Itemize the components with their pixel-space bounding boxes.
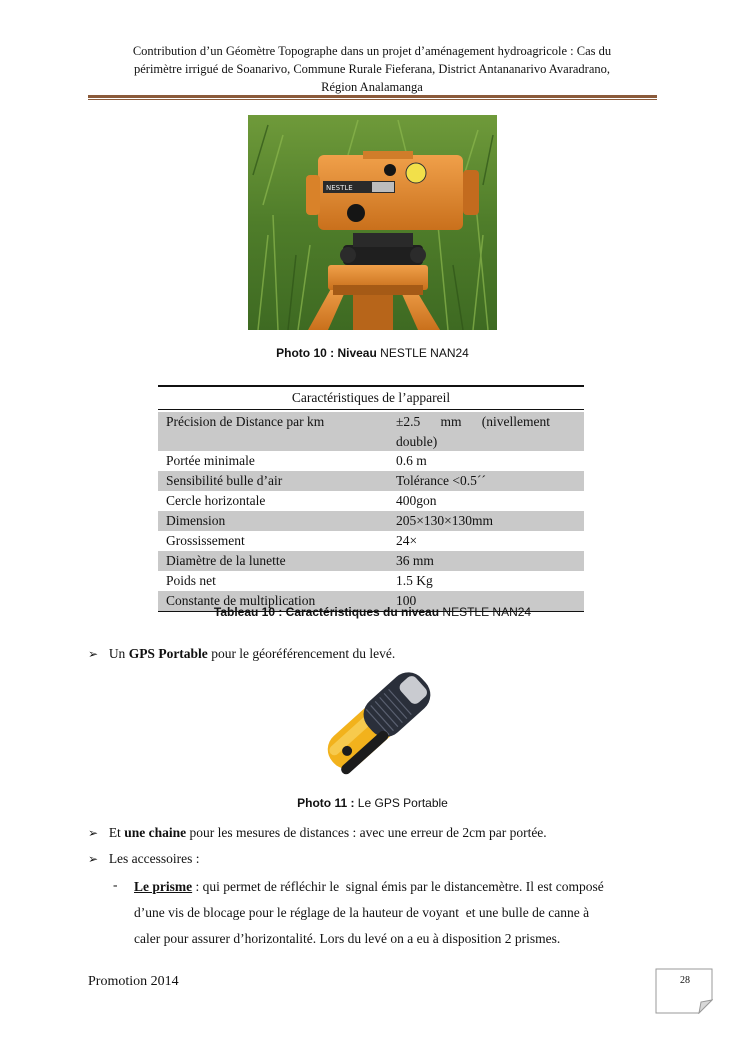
bullet-gps-bold: GPS Portable (128, 646, 208, 661)
table-row (158, 531, 584, 551)
prisme-term: Le prisme (134, 879, 193, 894)
photo-11-caption (0, 796, 745, 810)
table-header: Caractéristiques de l’appareil (291, 390, 451, 405)
photo-10-caption-rest: NESTLE NAN24 (376, 346, 469, 360)
table-row (158, 471, 584, 491)
table-cell-label: Cercle horizontale (166, 493, 266, 508)
bullet-accessoires-text: Les accessoires : (108, 851, 200, 866)
table-cell-value: 100 (396, 593, 417, 608)
table-cell-label: Sensibilité bulle d’air (166, 473, 283, 488)
table-top-rule (158, 385, 584, 387)
table-cell-label: Diamètre de la lunette (166, 553, 286, 568)
photo-11-caption-bold: Photo 11 : (297, 796, 355, 810)
header-divider (88, 95, 657, 98)
table-10-caption-rest: NESTLE NAN24 (439, 605, 532, 619)
prisme-dash: - (113, 877, 118, 892)
bullet-chaine-prefix: Et (108, 825, 125, 840)
table-cell-label: Portée minimale (166, 453, 255, 468)
table-row (158, 451, 584, 471)
page-number: 28 (680, 975, 690, 986)
table-row (158, 511, 584, 531)
bullet-gps-prefix: Un (108, 646, 129, 661)
bullet-gps-rest: pour le géoréférencement du levé. (207, 646, 396, 661)
table-cell-value: 0.6 m (396, 453, 427, 468)
table-10-caption-bold: Tableau 10 : Caractéristiques du niveau (213, 605, 440, 619)
bullet-chaine (88, 822, 688, 844)
table-cell-label: Précision de Distance par km (166, 414, 325, 429)
arrow-bullet-icon: ➢ (88, 826, 99, 840)
table-cell-value: 205×130×130mm (396, 513, 493, 528)
prisme-line-3: caler pour assurer d’horizontalité. Lors du levé on a eu à disposition 2 prismes. (134, 931, 561, 946)
photo-gps-device (308, 662, 440, 780)
table-cell-value (396, 412, 580, 451)
table-cell-value: Tolérance <0.5´´ (396, 473, 486, 488)
prisme-paragraph (134, 874, 694, 952)
footer-promotion: Promotion 2014 (88, 974, 179, 989)
photo-10-caption-bold: Photo 10 : Niveau (276, 346, 377, 360)
arrow-bullet-icon: ➢ (88, 852, 99, 866)
header-divider-thin (88, 99, 657, 100)
instrument-label-text: NESTLE (326, 184, 353, 192)
header-line-3: Région Analamanga (321, 80, 423, 94)
table-cell-label: Poids net (166, 573, 216, 588)
table-row (158, 571, 584, 591)
table-cell-value: 36 mm (396, 553, 434, 568)
table-cell-value: 400gon (396, 493, 437, 508)
table-cell-value-line-2: double) (396, 433, 438, 449)
table-cell-value: 24× (396, 533, 418, 548)
photo-level-instrument (248, 115, 497, 330)
page-header (90, 42, 654, 96)
bullet-accessoires (88, 848, 688, 870)
arrow-bullet-icon: ➢ (88, 647, 99, 661)
photo-10-caption (0, 346, 745, 360)
table-cell-value-line-1: ±2.5 mm (nivellement (396, 414, 551, 429)
bullet-chaine-rest: pour les mesures de distances : avec une erreur de 2cm par portée. (186, 825, 547, 840)
table-row (158, 491, 584, 511)
table-cell-label: Dimension (166, 513, 226, 528)
table-cell-label: Grossissement (166, 533, 245, 548)
table-header-rule (158, 409, 584, 410)
header-line-1: Contribution d’un Géomètre Topographe dans un projet d’aménagement hydroagricole : Cas du (132, 44, 612, 58)
photo-11-caption-rest: Le GPS Portable (354, 796, 448, 810)
table-cell-label: Constante de multiplication (166, 593, 316, 608)
table-row (158, 412, 584, 451)
prisme-line-1-text: : qui permet de réfléchir le signal émis par le distancemètre. Il est composé (192, 879, 604, 894)
prisme-line-2: d’une vis de blocage pour le réglage de la hauteur de voyant et une bulle de canne à (134, 905, 590, 920)
table-cell-value: 1.5 Kg (396, 573, 433, 588)
prisme-line-1 (134, 874, 694, 900)
bullet-chaine-bold: une chaine (124, 825, 187, 840)
table-row (158, 551, 584, 571)
table-10-caption (0, 605, 745, 619)
header-line-2: périmètre irrigué de Soanarivo, Commune Rurale Fieferana, District Antananarivo Avaradrano, (134, 62, 610, 76)
